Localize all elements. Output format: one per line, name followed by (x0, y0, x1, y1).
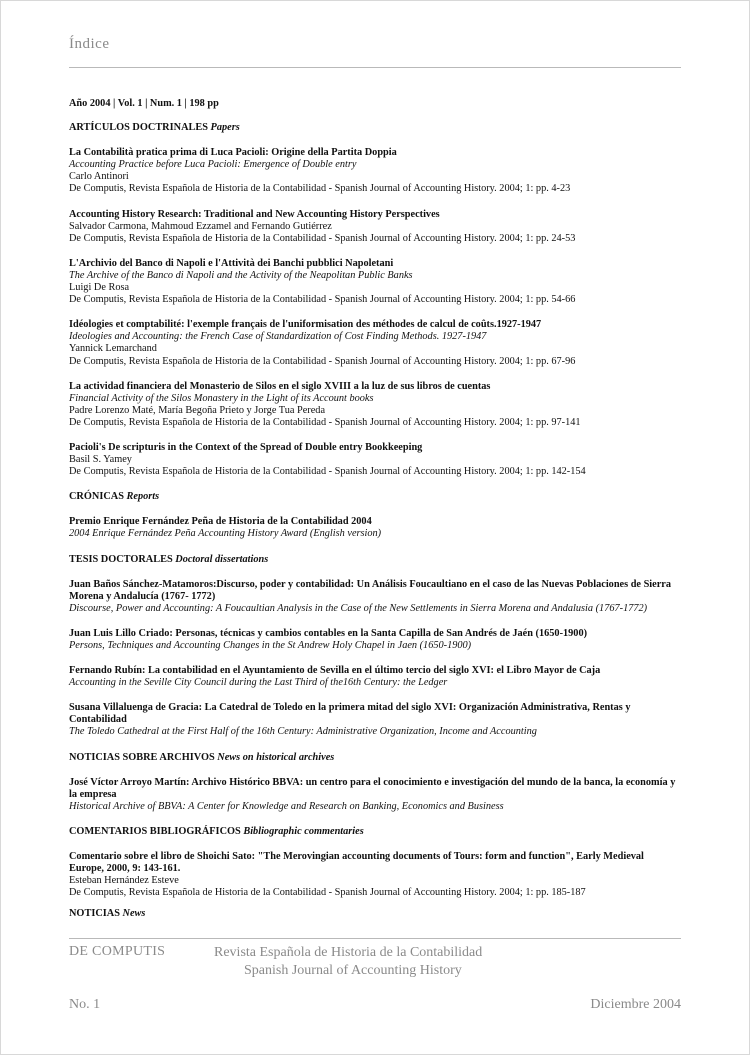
article-title[interactable]: Fernando Rubín: La contabilidad en el Ayuntamiento de Sevilla en el último tercio del siglo XVI: el Libro Mayor de Caja (69, 665, 601, 677)
page-title: Índice (69, 36, 110, 52)
article-entry (69, 381, 681, 429)
journal-subtitle-en: Spanish Journal of Accounting History (244, 963, 462, 978)
article-title[interactable]: L'Archivio del Banco di Napoli e l'Attività dei Banchi pubblici Napoletani (69, 257, 394, 269)
article-entry (69, 442, 681, 478)
header-divider (69, 67, 681, 68)
article-author: Padre Lorenzo Maté, María Begoña Prieto y Jorge Tua Pereda (69, 404, 326, 416)
section-label-en: News (122, 908, 146, 920)
journal-subtitle (214, 944, 482, 980)
issue-number: No. 1 (69, 997, 101, 1012)
article-title[interactable]: Premio Enrique Fernández Peña de Historia de la Contabilidad 2004 (69, 516, 372, 528)
article-title[interactable]: Susana Villaluenga de Gracia: La Catedral de Toledo en la primera mitad del siglo XVI: Organización Administrativa, Rentas y Contabilidad (69, 702, 631, 726)
article-title[interactable]: Idéologies et comptabilité: l'exemple français de l'uniformisation des méthodes de calcul de coûts.1927-1947 (69, 319, 542, 331)
article-entry (69, 579, 681, 615)
article-title[interactable]: La Contabilità pratica prima di Luca Pacioli: Origine della Partita Doppia (69, 147, 397, 159)
section-label-en: Papers (210, 122, 240, 134)
table-of-contents (69, 98, 681, 934)
article-subtitle: Persons, Techniques and Accounting Changes in the St Andrew Holy Chapel in Jaen (1650-1900) (69, 640, 472, 651)
article-subtitle: The Toledo Cathedral at the First Half of the 16th Century: Administrative Organization, Income and Accounting (69, 726, 537, 738)
footer-divider (69, 938, 681, 939)
issue-date: Diciembre 2004 (590, 997, 681, 1012)
article-subtitle: Ideologies and Accounting: the French Case of Standardization of Cost Finding Methods. 1927-1947 (69, 331, 487, 343)
article-title[interactable]: Juan Luis Lillo Criado: Personas, técnicas y cambios contables en la Santa Capilla de San Andrés de Jaén (1650-1900) (69, 627, 588, 639)
article-entry (69, 516, 681, 540)
article-subtitle: 2004 Enrique Fernández Peña Accounting History Award (English version) (69, 528, 382, 540)
article-title[interactable]: Pacioli's De scripturis in the Context of the Spread of Double entry Bookkeeping (69, 441, 423, 453)
article-entry (69, 628, 681, 652)
article-author: Salvador Carmona, Mahmoud Ezzamel and Fernando Gutiérrez (69, 220, 332, 232)
article-title[interactable]: Accounting History Research: Traditional and New Accounting History Perspectives (69, 208, 440, 220)
article-author: Luigi De Rosa (69, 282, 130, 294)
section-label: NOTICIAS (69, 908, 120, 920)
section-heading-archivos (69, 752, 681, 764)
section-label: TESIS DOCTORALES (69, 553, 173, 565)
article-title[interactable]: Comentario sobre el libro de Shoichi Sato: "The Merovingian accounting documents of Tours: form and function", Early Medieval Europe, 2000, 9: 143-161. (69, 851, 644, 875)
article-author: Yannick Lemarchand (69, 343, 157, 355)
article-author: Carlo Antinori (69, 171, 129, 183)
article-entry (69, 702, 681, 738)
article-entry (69, 665, 681, 689)
article-citation: De Computis, Revista Española de Historia de la Contabilidad - Spanish Journal of Accounting History. 2004; 1: pp. 54-66 (69, 294, 576, 306)
section-label: ARTÍCULOS DOCTRINALES (69, 122, 208, 134)
journal-name: DE COMPUTIS (69, 944, 166, 959)
article-entry (69, 319, 681, 367)
section-label: CRÓNICAS (69, 491, 124, 503)
section-label-en: Doctoral dissertations (175, 553, 269, 565)
section-heading-tesis (69, 554, 681, 566)
article-subtitle: Accounting in the Seville City Council during the Last Third of the16th Century: the Ledger (69, 677, 448, 689)
article-title[interactable]: La actividad financiera del Monasterio de Silos en el siglo XVIII a la luz de sus libros de cuentas (69, 380, 491, 392)
journal-subtitle-es: Revista Española de Historia de la Contabilidad (214, 945, 483, 960)
article-author: Basil S. Yamey (69, 454, 132, 466)
section-heading-cronicas (69, 491, 681, 503)
article-citation: De Computis, Revista Española de Historia de la Contabilidad - Spanish Journal of Accounting History. 2004; 1: pp. 97-141 (69, 416, 581, 428)
article-citation: De Computis, Revista Española de Historia de la Contabilidad - Spanish Journal of Accounting History. 2004; 1: pp. 24-53 (69, 232, 576, 244)
section-label-en: News on historical archives (217, 751, 335, 763)
article-title[interactable]: José Víctor Arroyo Martín: Archivo Histórico BBVA: un centro para el conocimiento e investigación del mundo de la banca, la economía y la empresa (69, 776, 676, 800)
section-label-en: Bibliographic commentaries (243, 825, 364, 837)
article-author: Esteban Hernández Esteve (69, 875, 179, 887)
section-label-en: Reports (126, 491, 160, 503)
section-heading-comentarios (69, 826, 681, 838)
section-heading-noticias (69, 908, 681, 920)
article-subtitle: Accounting Practice before Luca Pacioli: Emergence of Double entry (69, 159, 357, 171)
article-citation: De Computis, Revista Española de Historia de la Contabilidad - Spanish Journal of Accounting History. 2004; 1: pp. 67-96 (69, 355, 576, 367)
article-entry (69, 147, 681, 195)
section-heading-doctrinales (69, 122, 681, 134)
article-entry (69, 851, 681, 899)
article-entry (69, 258, 681, 306)
issue-info: Año 2004 | Vol. 1 | Num. 1 | 198 pp (69, 98, 219, 109)
section-label: COMENTARIOS BIBLIOGRÁFICOS (69, 825, 241, 837)
article-entry (69, 209, 681, 245)
article-subtitle: Historical Archive of BBVA: A Center for Knowledge and Research on Banking, Economics and Business (69, 800, 504, 812)
article-entry (69, 777, 681, 813)
article-subtitle: Financial Activity of the Silos Monastery in the Light of its Account books (69, 392, 374, 404)
article-subtitle: The Archive of the Banco di Napoli and the Activity of the Neapolitan Public Banks (69, 269, 413, 281)
section-label: NOTICIAS SOBRE ARCHIVOS (69, 751, 215, 763)
article-citation: De Computis, Revista Española de Historia de la Contabilidad - Spanish Journal of Accounting History. 2004; 1: pp. 142-154 (69, 466, 586, 478)
article-citation: De Computis, Revista Española de Historia de la Contabilidad - Spanish Journal of Accounting History. 2004; 1: pp. 185-187 (69, 887, 586, 899)
article-citation: De Computis, Revista Española de Historia de la Contabilidad - Spanish Journal of Accounting History. 2004; 1: pp. 4-23 (69, 183, 571, 195)
article-subtitle: Discourse, Power and Accounting: A Foucaultian Analysis in the Case of the New Settlements in Sierra Morena and Andalusia (1767-1772) (69, 602, 648, 614)
article-title[interactable]: Juan Baños Sánchez-Matamoros:Discurso, poder y contabilidad: Un Análisis Foucaultiano en el caso de las Nuevas Poblaciones de Sierra Morena y Andalucía (1767- 1772) (69, 578, 672, 602)
